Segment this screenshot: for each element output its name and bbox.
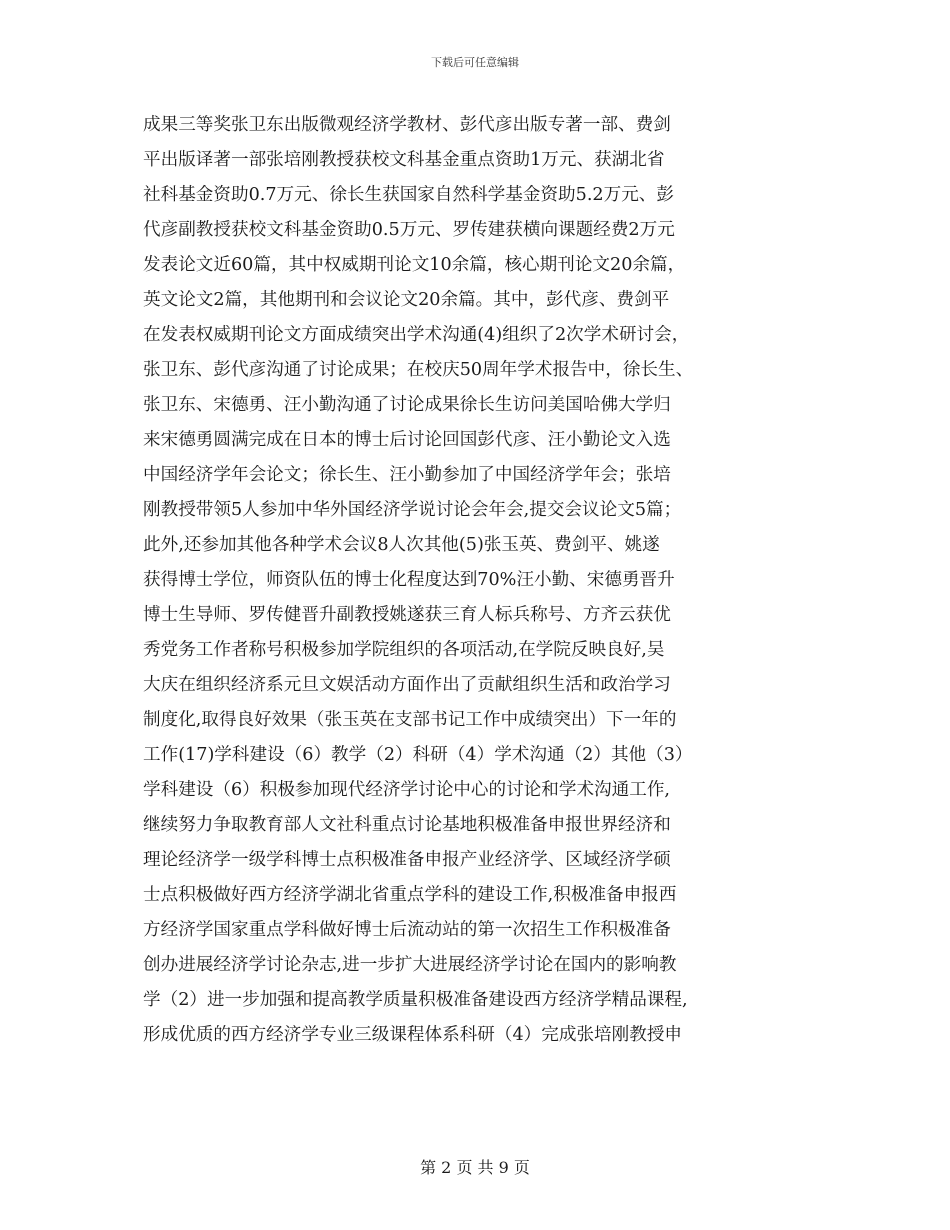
text-line: 此外,还参加其他各种学术会议8人次其他(5)张玉英、费剑平、姚遂 [143, 535, 660, 555]
text-line: 刚教授带领5人参加中华外国经济学说讨论会年会,提交会议论文5篇； [143, 500, 682, 520]
text-line: 在发表权威期刊论文方面成绩突出学术沟通(4)组织了2次学术研讨会， [143, 325, 690, 345]
text-line: 秀党务工作者称号积极参加学院组织的各项活动,在学院反映良好,吴 [143, 640, 665, 660]
text-line: 代彦副教授获校文科基金资助0.5万元、罗传建获横向课题经费2万元 [143, 220, 675, 240]
document-body [143, 108, 813, 1053]
text-line: 英文论文2篇，其他期刊和会议论文20余篇。其中，彭代彦、费剑平 [143, 290, 670, 310]
text-line: 继续努力争取教育部人文社科重点讨论基地积极准备申报世界经济和 [143, 815, 671, 835]
text-line: 形成优质的西方经济学专业三级课程体系科研（4）完成张培刚教授申 [143, 1025, 683, 1045]
text-line: 博士生导师、罗传健晋升副教授姚遂获三育人标兵称号、方齐云获优 [143, 605, 671, 625]
text-line: 发表论文近60篇，其中权威期刊论文10余篇，核心期刊论文20余篇， [143, 255, 686, 275]
text-line: 大庆在组织经济系元旦文娱活动方面作出了贡献组织生活和政治学习 [143, 675, 671, 695]
text-line: 获得博士学位，师资队伍的博士化程度达到70%汪小勤、宋德勇晋升 [143, 570, 675, 590]
text-line: 方经济学国家重点学科做好博士后流动站的第一次招生工作积极准备 [143, 920, 671, 940]
page-header: 下载后可任意编辑 [431, 56, 519, 69]
text-line: 社科基金资助0.7万元、徐长生获国家自然科学基金资助5.2万元、彭 [143, 185, 674, 205]
text-line: 平出版译著一部张培刚教授获校文科基金重点资助1万元、获湖北省 [143, 150, 665, 170]
text-line: 制度化,取得良好效果（张玉英在支部书记工作中成绩突出）下一年的 [143, 710, 677, 730]
text-line: 成果三等奖张卫东出版微观经济学教材、彭代彦出版专著一部、费剑 [143, 115, 671, 135]
text-line: 张卫东、彭代彦沟通了讨论成果；在校庆50周年学术报告中，徐长生、 [143, 360, 694, 380]
text-line: 理论经济学一级学科博士点积极准备申报产业经济学、区域经济学硕 [143, 850, 671, 870]
text-line: 中国经济学年会论文；徐长生、汪小勤参加了中国经济学年会；张培 [143, 465, 671, 485]
text-line: 创办进展经济学讨论杂志,进一步扩大进展经济学讨论在国内的影响教 [143, 955, 677, 975]
text-line: 工作(17)学科建设（6）教学（2）科研（4）学术沟通（2）其他（3） [143, 745, 693, 765]
text-line: 学科建设（6）积极参加现代经济学讨论中心的讨论和学术沟通工作, [143, 780, 671, 800]
page-number-footer: 第 2 页 共 9 页 [420, 1158, 530, 1177]
text-line: 来宋德勇圆满完成在日本的博士后讨论回国彭代彦、汪小勤论文入选 [143, 430, 671, 450]
text-line: 士点积极做好西方经济学湖北省重点学科的建设工作,积极准备申报西 [143, 885, 677, 905]
text-line: 张卫东、宋德勇、汪小勤沟通了讨论成果徐长生访问美国哈佛大学归 [143, 395, 671, 415]
text-line: 学（2）进一步加强和提高教学质量积极准备建设西方经济学精品课程, [143, 990, 688, 1010]
